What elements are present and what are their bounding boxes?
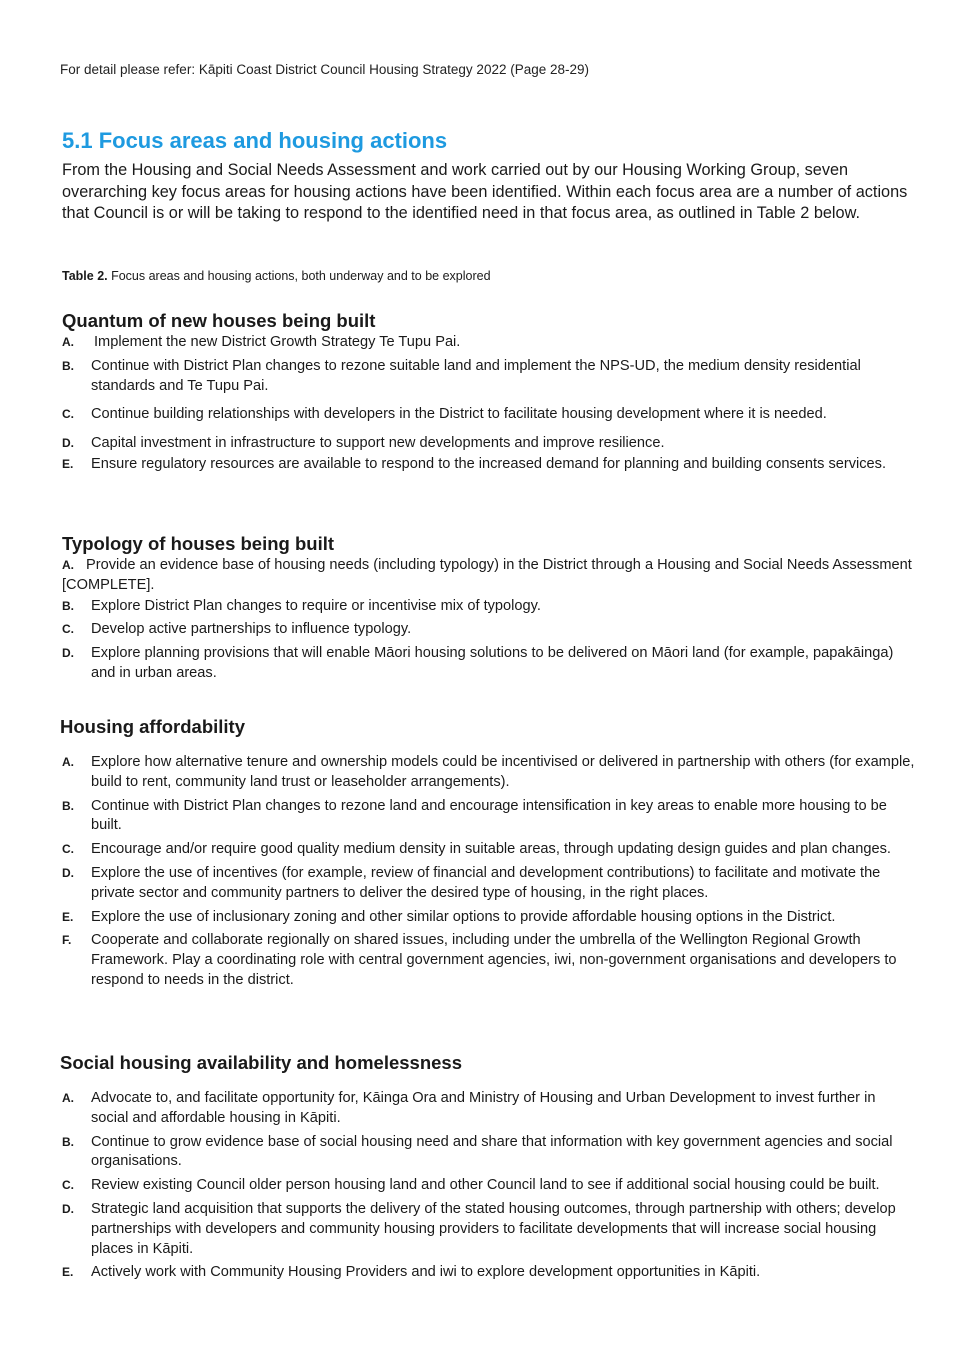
action-letter: B. bbox=[62, 598, 74, 613]
action-text: Continue with District Plan changes to rezone suitable land and implement the NPS-UD, the medium density residential standards and Te Tupu Pai. bbox=[91, 357, 861, 394]
action-item bbox=[62, 908, 915, 928]
action-text: Develop active partnerships to influence typology. bbox=[91, 621, 412, 638]
action-letter: B. bbox=[62, 358, 74, 373]
action-text: Continue with District Plan changes to rezone land and encourage intensification in key areas to enable more housing to be built. bbox=[91, 797, 887, 834]
reference-note: For detail please refer: Kāpiti Coast District Council Housing Strategy 2022 (Page 28-29) bbox=[60, 62, 590, 77]
intro-paragraph: From the Housing and Social Needs Assessment and work carried out by our Housing Working Group, seven overarching key focus areas for housing actions have been identified. Within each focus area are a number of actions that Council is or will be taking to respond to the identified need in that focus area, as outlined in Table 2 below. bbox=[62, 161, 908, 223]
action-item bbox=[62, 797, 915, 837]
action-item bbox=[62, 1176, 915, 1196]
action-item bbox=[62, 644, 917, 684]
action-letter: C. bbox=[62, 622, 74, 637]
action-letter: A. bbox=[62, 558, 74, 572]
action-item bbox=[62, 864, 915, 904]
action-item bbox=[62, 620, 917, 640]
action-text: Provide an evidence base of housing needs (including typology) in the District through a Housing and Social Needs Assessment [COMPLETE]. bbox=[62, 557, 912, 593]
action-letter: D. bbox=[62, 646, 74, 661]
action-item bbox=[62, 1200, 915, 1259]
table-caption bbox=[62, 269, 491, 283]
action-item bbox=[62, 556, 917, 596]
action-text: Explore planning provisions that will enable Māori housing solutions to be delivered on Māori land (for example, papakāinga) and in urban areas. bbox=[91, 645, 894, 681]
action-text: Continue to grow evidence base of social housing need and share that information with key government agencies and social organisations. bbox=[91, 1133, 893, 1170]
action-text: Encourage and/or require good quality medium density in suitable areas, through updating design guides and plan changes. bbox=[91, 841, 891, 858]
action-letter: D. bbox=[62, 436, 74, 451]
action-letter: F. bbox=[62, 933, 72, 948]
action-text: Review existing Council older person housing land and other Council land to see if additional social housing could be built. bbox=[91, 1177, 880, 1194]
action-text: Explore the use of incentives (for example, review of financial and development contributions) to facilitate and motivate the private sector and community partners to deliver the desired type of housing, in the right places. bbox=[91, 864, 881, 901]
action-letter: B. bbox=[62, 1134, 74, 1149]
action-item bbox=[62, 333, 917, 353]
action-letter: E. bbox=[62, 1265, 74, 1280]
action-item bbox=[62, 434, 917, 454]
section-heading: 5.1 Focus areas and housing actions bbox=[62, 128, 448, 153]
focus-area-quantum bbox=[62, 310, 917, 475]
action-item bbox=[62, 405, 917, 425]
action-letter: A. bbox=[62, 755, 74, 769]
action-letter: D. bbox=[62, 865, 74, 880]
action-letter: C. bbox=[62, 407, 74, 422]
action-list bbox=[62, 753, 915, 991]
action-text: Strategic land acquisition that supports the delivery of the stated housing outcomes, through partnership with others; develop partnerships with developers and community housing providers to facilitate developments that will increase social housing places in Kāpiti. bbox=[91, 1200, 896, 1257]
action-letter: B. bbox=[62, 798, 74, 813]
action-letter: C. bbox=[62, 842, 74, 857]
table-caption-text: Focus areas and housing actions, both underway and to be explored bbox=[107, 269, 491, 283]
focus-area-title: Quantum of new houses being built bbox=[62, 310, 376, 331]
action-text: Implement the new District Growth Strategy Te Tupu Pai. bbox=[94, 334, 461, 350]
focus-area-title: Housing affordability bbox=[60, 716, 245, 737]
focus-area-social-housing bbox=[60, 1052, 915, 1283]
action-letter: E. bbox=[62, 456, 74, 471]
action-list bbox=[62, 1089, 915, 1283]
action-letter: D. bbox=[62, 1201, 74, 1216]
action-list bbox=[62, 333, 917, 475]
action-item bbox=[62, 1133, 915, 1173]
action-text: Cooperate and collaborate regionally on shared issues, including under the umbrella of the Wellington Regional Growth Framework. Play a coordinating role with central government agencies, iwi, non-government organisations and developers to respond to needs in the district. bbox=[91, 932, 897, 988]
focus-area-typology bbox=[62, 533, 917, 684]
action-text: Explore District Plan changes to require or incentivise mix of typology. bbox=[91, 597, 541, 614]
action-letter: A. bbox=[62, 1091, 74, 1105]
action-item bbox=[62, 1263, 915, 1283]
action-letter: C. bbox=[62, 1178, 74, 1193]
action-text: Explore how alternative tenure and ownership models could be incentivised or delivered in partnership with others (for example, build to rent, community land trust or leaseholder arrangements). bbox=[91, 754, 915, 790]
action-item bbox=[62, 455, 917, 475]
focus-area-title: Social housing availability and homelessness bbox=[60, 1052, 462, 1073]
action-item bbox=[62, 840, 915, 860]
action-text: Explore the use of inclusionary zoning and other similar options to provide affordable housing options in the District. bbox=[91, 908, 836, 925]
action-text: Continue building relationships with developers in the District to facilitate housing development where it is needed. bbox=[91, 406, 827, 423]
focus-area-affordability bbox=[60, 716, 915, 991]
action-item bbox=[62, 753, 915, 793]
action-item bbox=[62, 597, 917, 617]
action-item bbox=[62, 1089, 915, 1129]
focus-area-title: Typology of houses being built bbox=[62, 533, 335, 554]
action-item bbox=[62, 357, 917, 397]
action-letter: E. bbox=[62, 909, 74, 924]
action-list bbox=[62, 556, 917, 684]
action-text: Actively work with Community Housing Providers and iwi to explore development opportunities in Kāpiti. bbox=[91, 1264, 761, 1281]
action-text: Ensure regulatory resources are available to respond to the increased demand for planning and building consents services. bbox=[91, 455, 887, 472]
table-caption-label: Table 2. bbox=[62, 269, 108, 283]
action-letter: A. bbox=[62, 335, 74, 349]
action-text: Capital investment in infrastructure to support new developments and improve resilience. bbox=[91, 435, 665, 452]
action-text: Advocate to, and facilitate opportunity for, Kāinga Ora and Ministry of Housing and Urban Development to invest further in social and affordable housing in Kāpiti. bbox=[91, 1090, 876, 1126]
action-item bbox=[62, 931, 915, 990]
